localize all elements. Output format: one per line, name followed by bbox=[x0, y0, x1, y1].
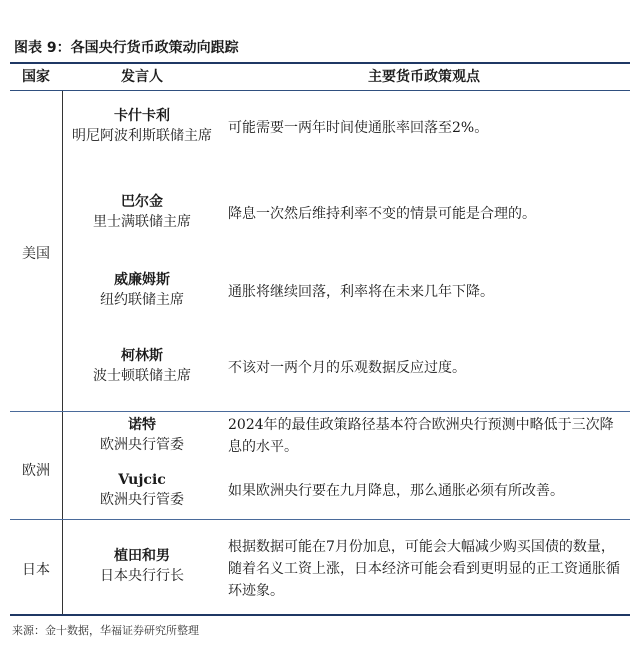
speaker-knot bbox=[64, 415, 220, 455]
speaker-ueda bbox=[64, 546, 220, 586]
country-jp: 日本 bbox=[22, 562, 50, 578]
view-barkin: 降息一次然后维持利率不变的情景可能是合理的。 bbox=[228, 206, 536, 222]
group-separator bbox=[10, 519, 630, 520]
speaker-name: 植田和男 bbox=[114, 548, 170, 564]
header-view: 主要货币政策观点 bbox=[368, 69, 480, 85]
view-kashkari: 可能需要一两年时间使通胀率回落至2%。 bbox=[228, 120, 489, 136]
speaker-role: 波士顿联储主席 bbox=[93, 368, 191, 384]
header-country: 国家 bbox=[22, 69, 50, 85]
country-us: 美国 bbox=[22, 246, 50, 262]
view-knot: 2024年的最佳政策路径基本符合欧洲央行预测中略低于三次降息的水平。 bbox=[228, 417, 614, 455]
speaker-vujcic bbox=[64, 470, 220, 510]
speaker-role: 纽约联储主席 bbox=[100, 292, 184, 308]
group-separator bbox=[10, 411, 630, 412]
country-eu: 欧洲 bbox=[22, 463, 50, 479]
speaker-role: 欧洲央行管委 bbox=[100, 437, 184, 453]
speaker-name: 柯林斯 bbox=[121, 348, 163, 364]
view-collins: 不该对一两个月的乐观数据反应过度。 bbox=[228, 360, 466, 376]
speaker-name: 巴尔金 bbox=[121, 194, 163, 210]
speaker-name: 卡什卡利 bbox=[114, 108, 170, 124]
speaker-barkin bbox=[64, 192, 220, 232]
view-ueda: 根据数据可能在7月份加息，可能会大幅减少购买国债的数量，随着名义工资上涨，日本经济可能会看到更明显的正工资通胀循环迹象。 bbox=[228, 539, 620, 599]
speaker-name: 威廉姆斯 bbox=[114, 272, 170, 288]
speaker-collins bbox=[64, 346, 220, 386]
figure-title: 图表 9：各国央行货币政策动向跟踪 bbox=[14, 40, 239, 56]
speaker-role: 里士满联储主席 bbox=[93, 214, 191, 230]
header-speaker: 发言人 bbox=[121, 69, 163, 85]
view-vujcic: 如果欧洲央行要在九月降息，那么通胀必须有所改善。 bbox=[228, 483, 564, 499]
speaker-kashkari bbox=[64, 106, 220, 146]
column-divider bbox=[62, 91, 63, 614]
header-bottom-rule bbox=[10, 90, 630, 91]
speaker-name: Vujcic bbox=[118, 472, 166, 488]
speaker-role: 欧洲央行管委 bbox=[100, 492, 184, 508]
view-williams: 通胀将继续回落，利率将在未来几年下降。 bbox=[228, 284, 494, 300]
source-note: 来源：金十数据，华福证券研究所整理 bbox=[12, 624, 199, 637]
speaker-name: 诺特 bbox=[128, 417, 156, 433]
speaker-williams bbox=[64, 270, 220, 310]
speaker-role: 明尼阿波利斯联储主席 bbox=[72, 128, 212, 144]
table-bottom-rule bbox=[10, 614, 630, 616]
speaker-role: 日本央行行长 bbox=[100, 568, 184, 584]
